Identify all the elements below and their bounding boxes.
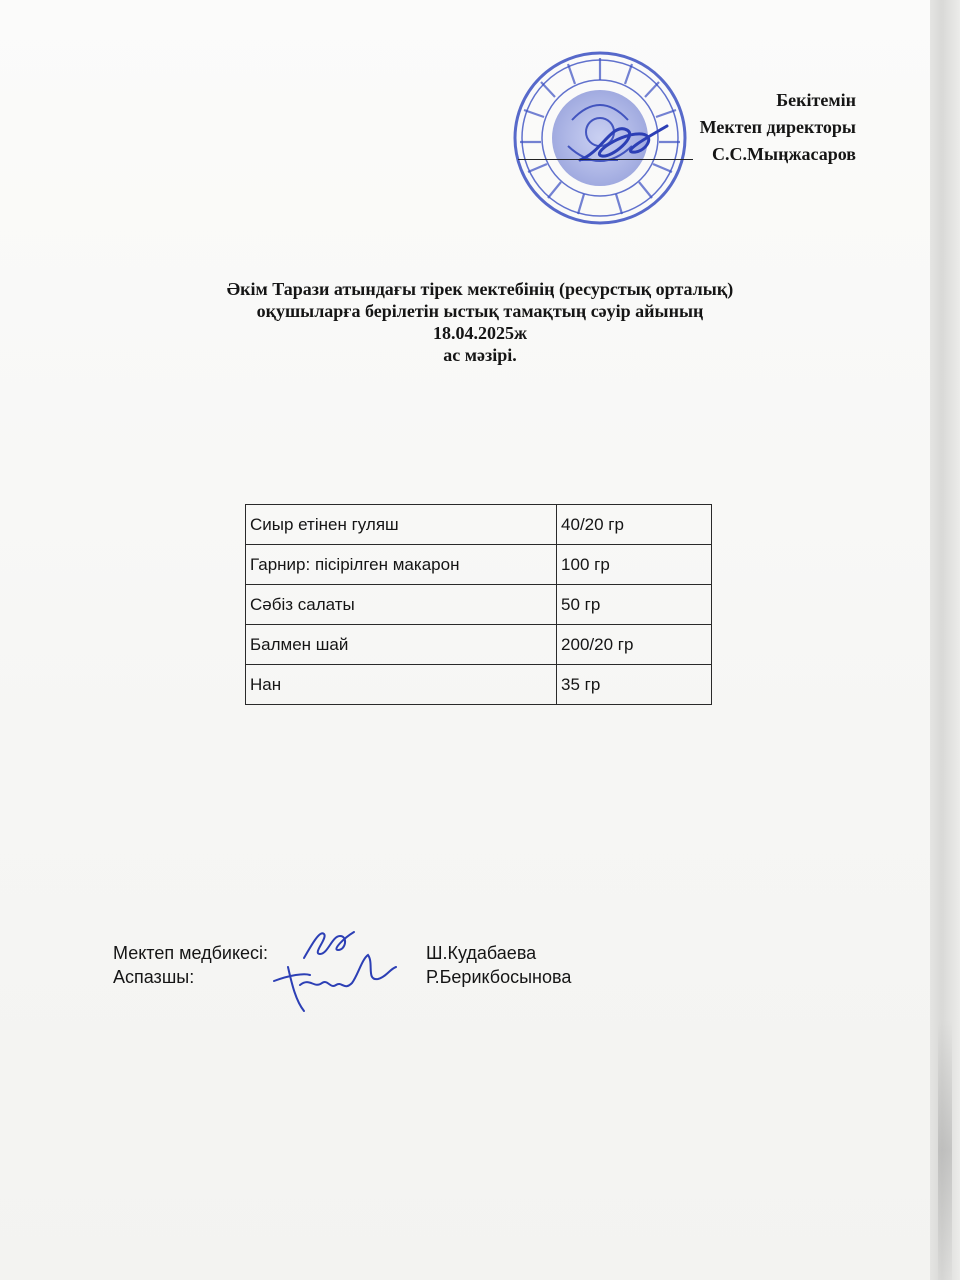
- approval-position: Мектеп директоры: [699, 117, 856, 137]
- director-signature-line: [518, 159, 693, 160]
- table-row: [246, 665, 712, 705]
- dish-cell: Сәбіз салаты: [246, 585, 557, 625]
- title-line-4: ас мәзірі.: [443, 345, 517, 365]
- table-row: [246, 625, 712, 665]
- title-line-1: Әкім Тарази атындағы тірек мектебінің (ресурстық орталық): [226, 279, 734, 299]
- table-row: [246, 505, 712, 545]
- cook-name: Р.Берикбосынова: [426, 967, 572, 987]
- approval-heading: Бекітемін: [776, 90, 856, 110]
- table-row: [246, 585, 712, 625]
- dish-cell: Гарнир: пісірілген макарон: [246, 545, 557, 585]
- page-edge-shadow: [930, 0, 960, 1280]
- signature-block: [113, 941, 633, 989]
- title-date: 18.04.2025ж: [432, 323, 528, 343]
- cook-row: [113, 965, 633, 989]
- nurse-name: Ш.Кудабаева: [426, 943, 537, 963]
- dish-cell: Сиыр етінен гуляш: [246, 505, 557, 545]
- amount-cell: 100 гр: [557, 545, 712, 585]
- amount-cell: 200/20 гр: [557, 625, 712, 665]
- cook-role: Аспазшы:: [113, 967, 195, 987]
- director-signature: [572, 112, 672, 172]
- amount-cell: 35 гр: [557, 665, 712, 705]
- nurse-role: Мектеп медбикесі:: [113, 943, 269, 963]
- approval-director-name: С.С.Мыңжасаров: [712, 144, 856, 164]
- dish-cell: Балмен шай: [246, 625, 557, 665]
- nurse-row: [113, 941, 633, 965]
- dish-cell: Нан: [246, 665, 557, 705]
- amount-cell: 40/20 гр: [557, 505, 712, 545]
- title-line-2: оқушыларға берілетін ыстық тамақтың сәуір айының: [256, 301, 704, 321]
- amount-cell: 50 гр: [557, 585, 712, 625]
- menu-table: [245, 504, 712, 705]
- table-row: [246, 545, 712, 585]
- document-title: [0, 278, 960, 366]
- approval-block: [700, 87, 856, 168]
